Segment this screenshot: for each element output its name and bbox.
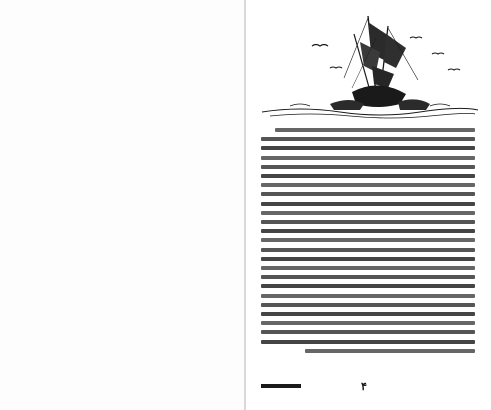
left-page-blank (0, 0, 244, 410)
text-line (261, 294, 475, 298)
text-line (261, 257, 475, 261)
text-line (261, 229, 475, 233)
text-line (261, 211, 475, 215)
text-line (261, 174, 475, 178)
text-line (305, 349, 475, 353)
shipwreck-sketch-icon (260, 8, 480, 120)
text-line (261, 146, 475, 150)
text-line (261, 248, 475, 252)
text-line (261, 340, 475, 344)
text-line (261, 137, 475, 141)
running-footer-label (261, 380, 301, 390)
text-line (261, 165, 475, 169)
right-page (246, 0, 491, 410)
text-line (261, 275, 475, 279)
page-footer (261, 380, 475, 394)
text-line (261, 156, 475, 160)
text-line (275, 128, 475, 132)
body-text-block (261, 128, 475, 360)
text-line (261, 303, 475, 307)
text-line (261, 202, 475, 206)
text-line (261, 330, 475, 334)
text-line (261, 238, 475, 242)
text-line (261, 183, 475, 187)
text-line (261, 266, 475, 270)
text-line (261, 312, 475, 316)
page-number: ۴ (361, 380, 367, 393)
text-line (261, 220, 475, 224)
text-line (261, 192, 475, 196)
text-line (261, 321, 475, 325)
text-line (261, 284, 475, 288)
